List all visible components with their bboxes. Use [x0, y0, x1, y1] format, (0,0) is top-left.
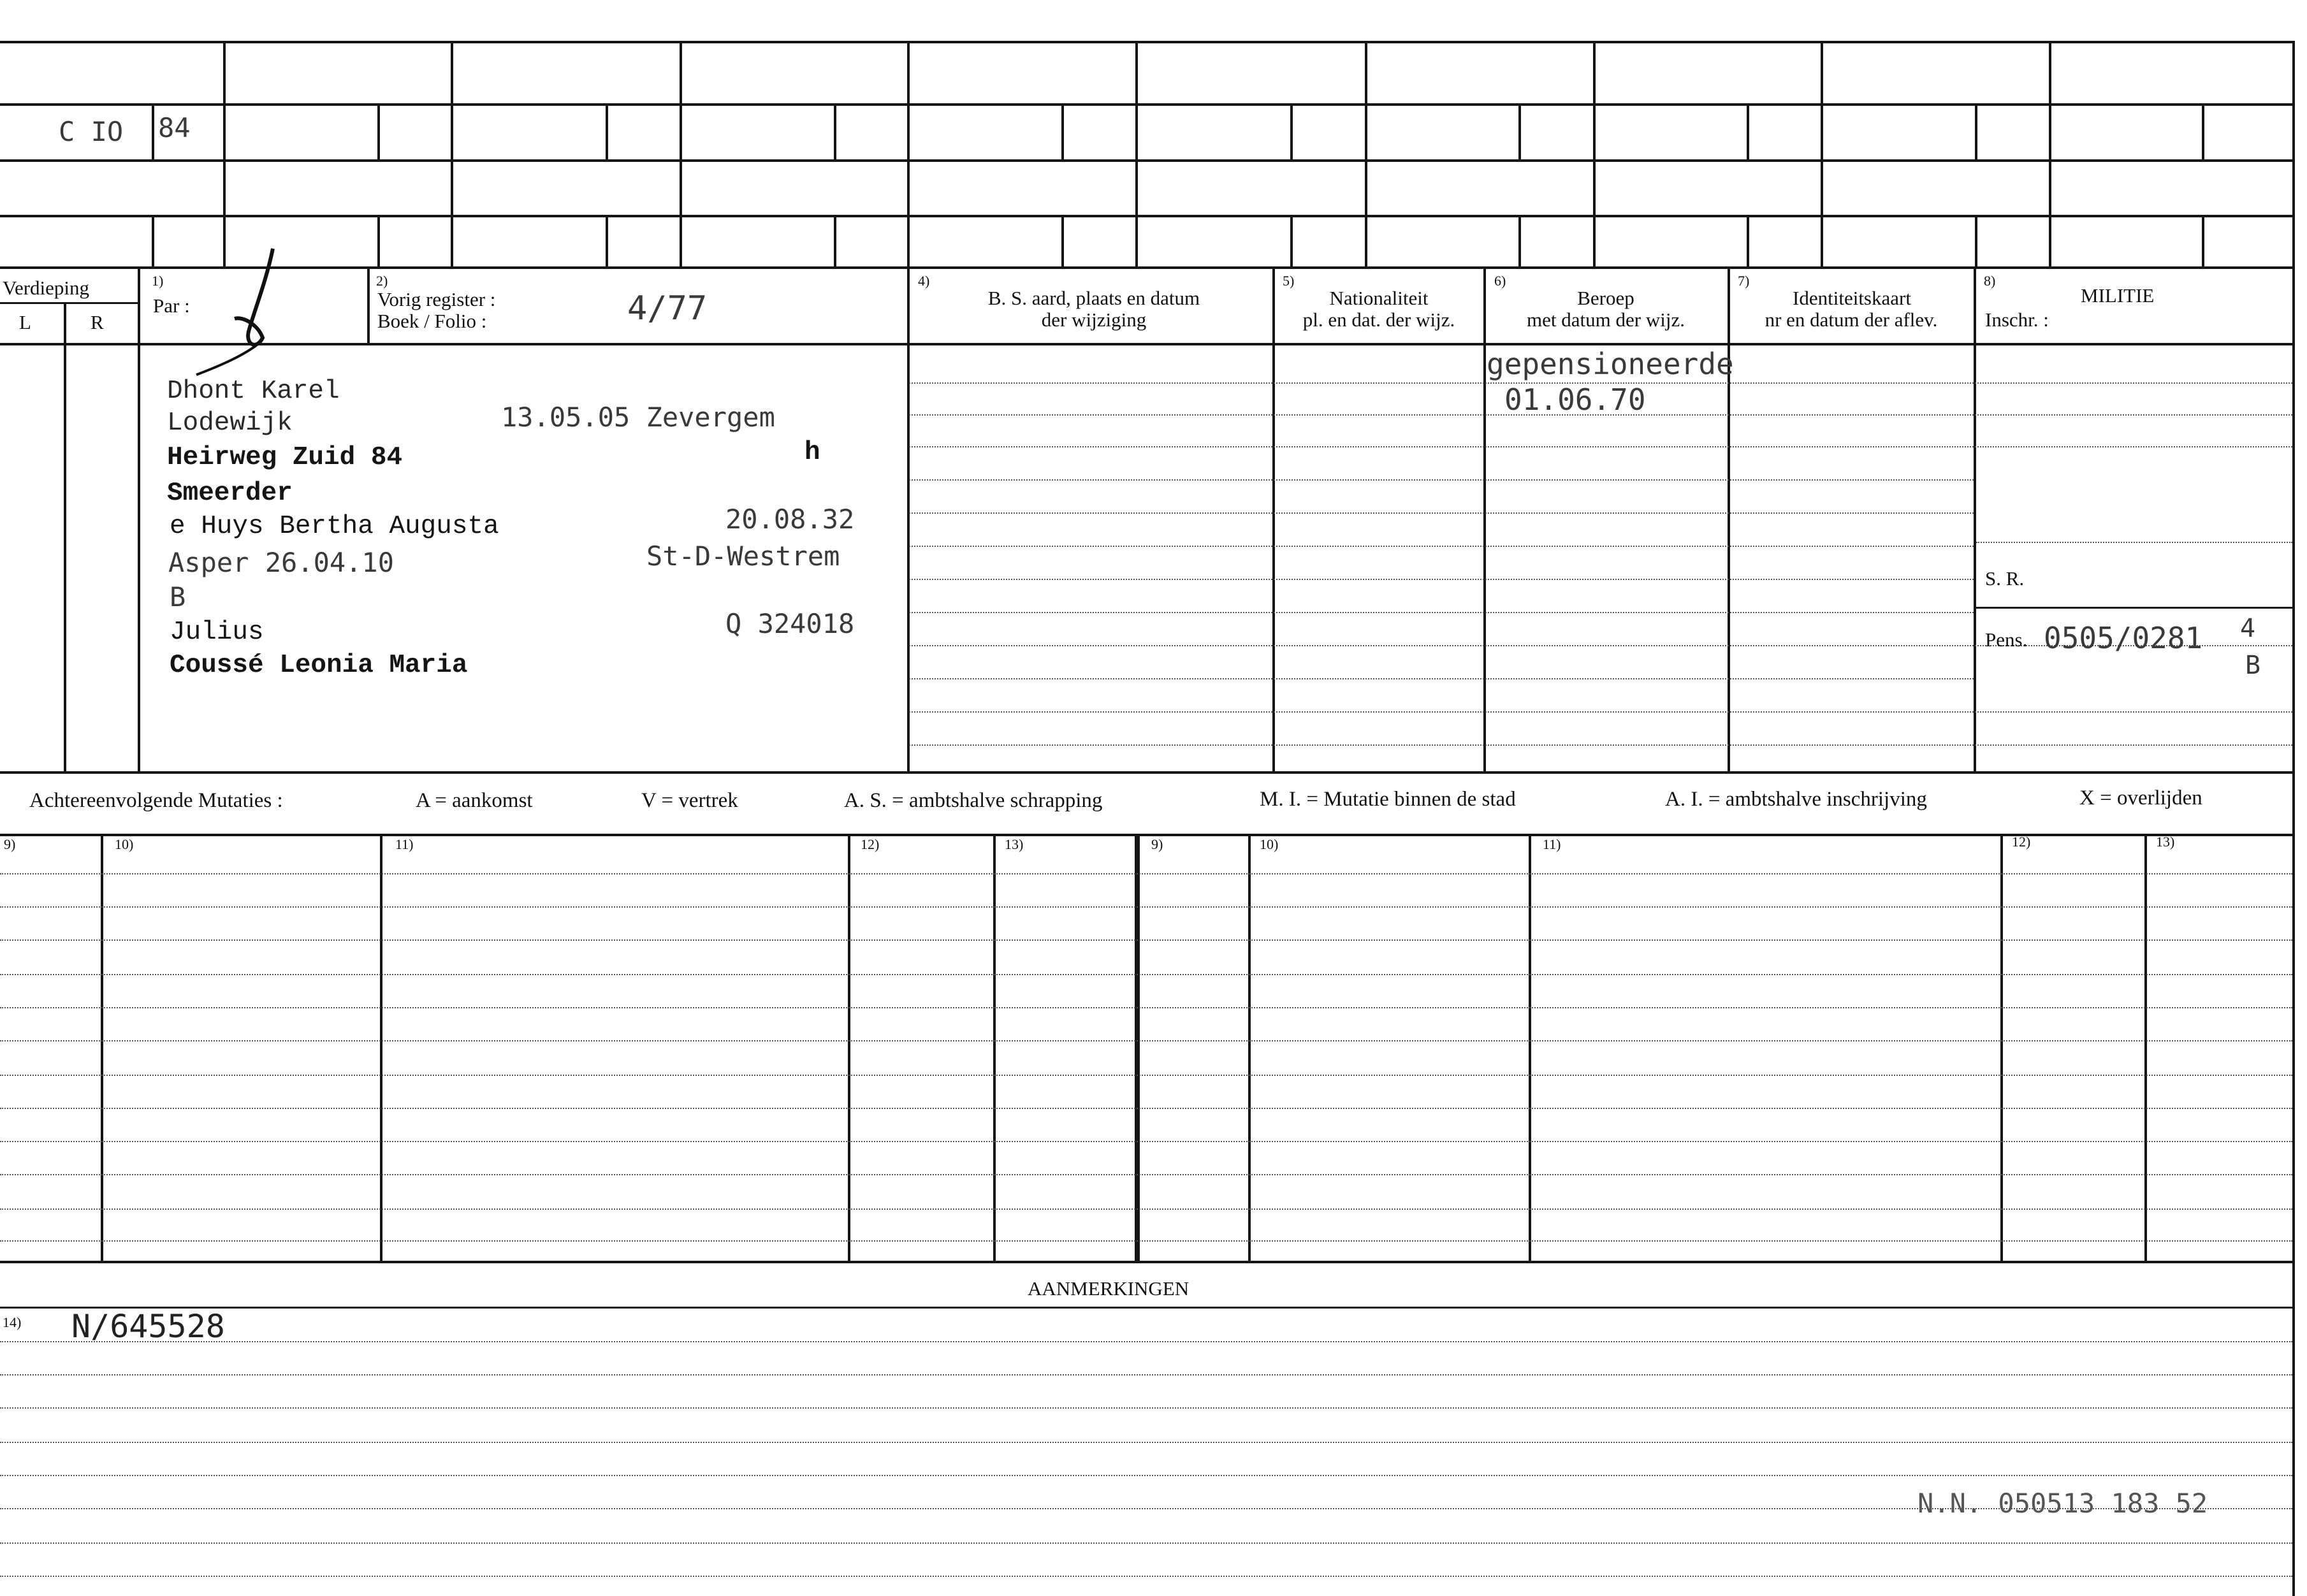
field-2-num: 2) [376, 273, 388, 289]
card-number: 84 [158, 112, 191, 143]
floor-right-label: R [91, 311, 104, 333]
beroep-value: gepensioneerde [1487, 347, 1734, 381]
h-marker: h [804, 438, 820, 467]
legend-mutatie: M. I. = Mutatie binnen de stad [1260, 788, 1516, 811]
national-number: N.N. 050513 183 52 [1918, 1488, 2208, 1519]
col-10-left: 10) [115, 836, 134, 852]
pens-value: 0505/0281 [2044, 621, 2203, 655]
bs-aard-label: B. S. aard, plaats en datum [987, 287, 1200, 309]
col-11-right: 11) [1543, 836, 1561, 852]
person-name: Dhont Karel [167, 377, 340, 406]
marriage-place: St-D-Westrem [646, 540, 840, 572]
boek-folio-label: Boek / Folio : [377, 310, 487, 332]
field-8-num: 8) [1984, 273, 1996, 289]
field-7-num: 7) [1738, 273, 1750, 289]
inschr-label: Inschr. : [1985, 308, 2049, 331]
nationaliteit-label: Nationaliteit [1329, 287, 1429, 309]
legend-schrapping: A. S. = ambtshalve schrapping [844, 789, 1103, 812]
field-4-num: 4) [918, 273, 930, 289]
beroep-date: 01.06.70 [1504, 382, 1646, 417]
col-12-right: 12) [2012, 834, 2031, 850]
mutaties-title: Achtereenvolgende Mutaties : [29, 789, 283, 812]
field-14-num: 14) [3, 1314, 22, 1330]
field-6-num: 6) [1494, 273, 1506, 289]
col-13-right: 13) [2156, 834, 2175, 850]
aanmerkingen-title: AANMERKINGEN [1028, 1277, 1190, 1300]
verdieping-label: Verdieping [3, 277, 90, 299]
floor-left-label: L [19, 311, 31, 333]
spouse-birth: Asper 26.04.10 [168, 547, 395, 578]
person-first-name: Lodewijk [167, 409, 293, 438]
identiteitskaart-label: Identiteitskaart [1793, 287, 1911, 309]
col-12-left: 12) [861, 836, 880, 852]
marriage-date: 20.08.32 [725, 504, 855, 535]
wijziging-label: der wijziging [1041, 308, 1147, 331]
col-9-left: 9) [4, 836, 16, 852]
address: Heirweg Zuid 84 [167, 443, 403, 472]
par-label: Par : [153, 294, 190, 317]
col-10-right: 10) [1260, 836, 1279, 852]
col-11-left: 11) [395, 836, 414, 852]
legend-aankomst: A = aankomst [416, 789, 533, 812]
col-9-right: 9) [1151, 836, 1163, 852]
legend-vertrek: V = vertrek [641, 789, 738, 812]
sr-label: S. R. [1985, 567, 2025, 590]
par-pen-mark [185, 242, 312, 382]
mother-name: Coussé Leonia Maria [170, 651, 468, 680]
beroep-label: Beroep [1577, 287, 1634, 309]
beroep-sub-label: met datum der wijz. [1527, 308, 1685, 331]
legend-inschrijving: A. I. = ambtshalve inschrijving [1665, 788, 1927, 811]
pens-label: Pens. [1985, 628, 2028, 651]
vorig-register-label: Vorig register : [377, 288, 496, 310]
identiteitskaart-sub-label: nr en datum der aflev. [1765, 308, 1938, 331]
field-1-num: 1) [152, 273, 164, 289]
militie-title: MILITIE [2081, 284, 2155, 307]
birth-date-place: 13.05.05 Zevergem [501, 402, 775, 433]
b-marker: B [170, 581, 186, 613]
id-number: Q 324018 [725, 608, 855, 639]
spouse-name: e Huys Bertha Augusta [170, 512, 499, 541]
pens-b: B [2245, 651, 2261, 680]
father-name: Julius [170, 618, 264, 647]
field-5-num: 5) [1283, 273, 1295, 289]
col-13-left: 13) [1005, 836, 1024, 852]
card-code: C IO [59, 116, 124, 147]
pens-suffix: 4 [2240, 614, 2256, 643]
aanmerking-value: N/645528 [71, 1308, 225, 1345]
nationaliteit-sub-label: pl. en dat. der wijz. [1302, 308, 1455, 331]
boek-folio-value: 4/77 [627, 289, 708, 328]
occupation: Smeerder [167, 479, 293, 508]
legend-overlijden: X = overlijden [2079, 787, 2202, 809]
